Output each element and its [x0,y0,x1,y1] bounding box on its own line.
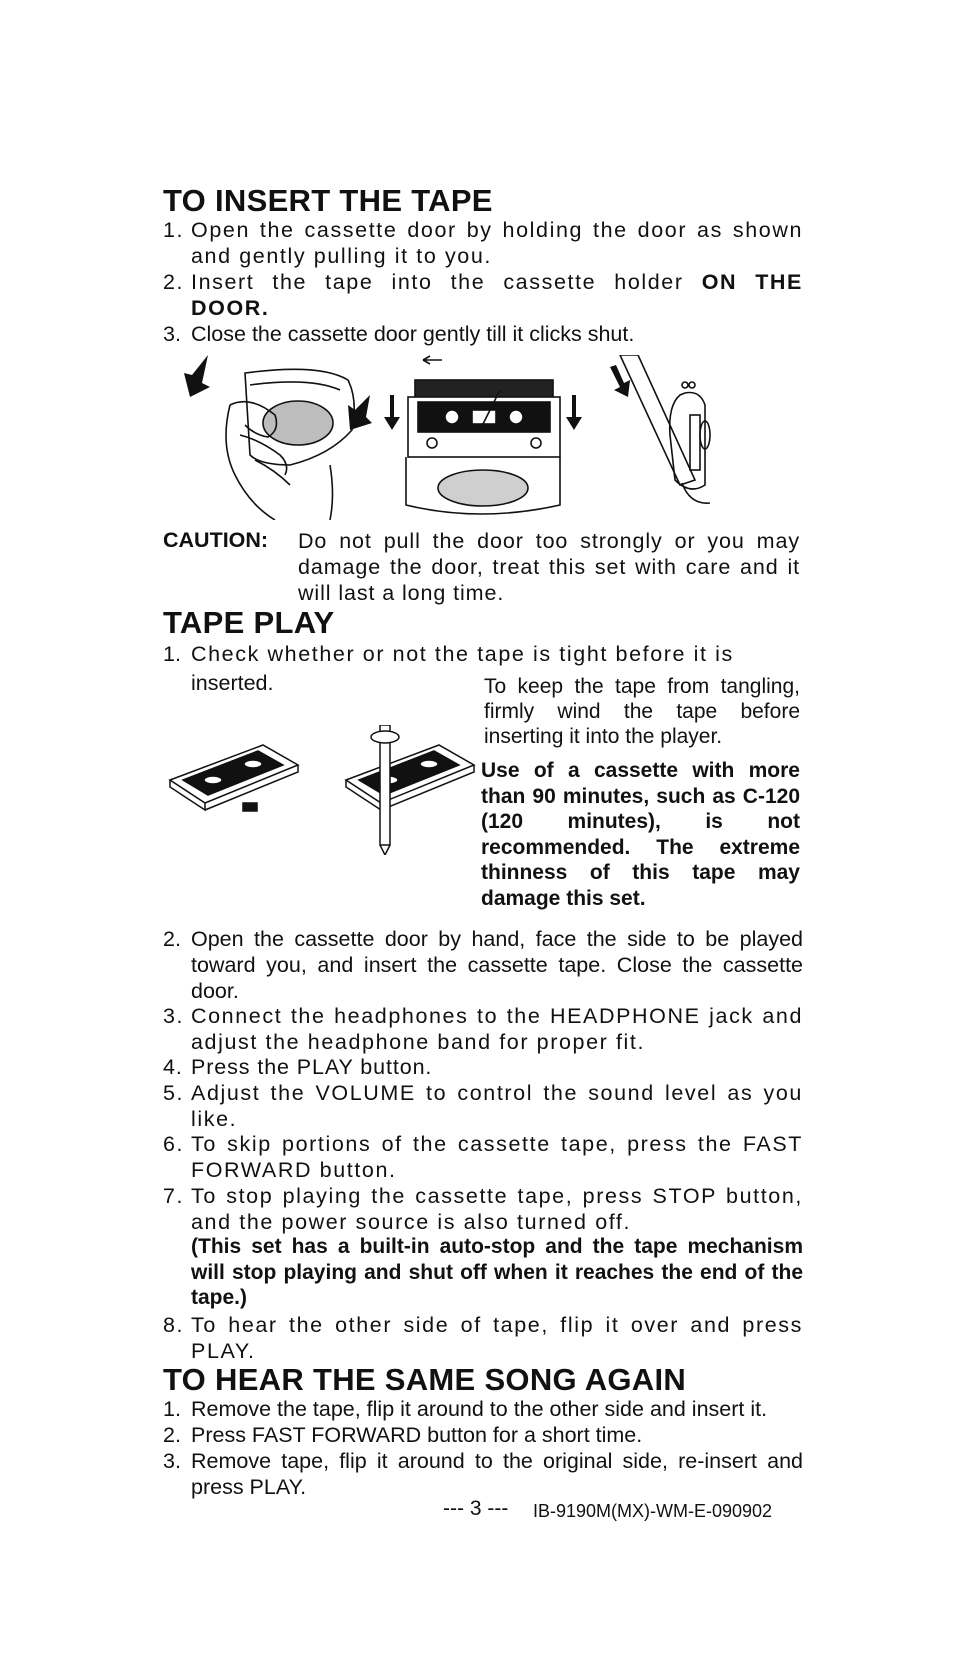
step-text: Insert the tape into the cassette holder [191,270,702,294]
step-number: 4. [163,1055,183,1079]
play-step-6 [163,1131,803,1183]
step-text: Open the cassette door by hand, face the side to be played toward you, and insert the cassette tape. Close the cassette door. [191,927,803,1003]
again-step-1 [163,1396,803,1422]
step-text: Connect the headphones to the HEADPHONE jack and adjust the headphone band for proper fit. [191,1004,803,1054]
step-text: To skip portions of the cassette tape, press the FAST FORWARD button. [191,1132,803,1182]
step-number: 3. [163,1004,185,1028]
play-step-8 [163,1312,803,1364]
step-number: 1. [163,1397,181,1421]
step-number: 2. [163,270,185,294]
step-emphasis: ON THE DOOR. [191,270,803,320]
cassette-winding-illustration [168,725,478,855]
play-step-1-line1: Check whether or not the tape is tight before it is [191,642,734,666]
cassette-player-drawing [406,380,560,514]
closing-door-side-view-drawing [620,355,710,503]
step-number: 7. [163,1184,185,1208]
again-step-3 [163,1448,803,1500]
caution-text: Do not pull the door too strongly or you may damage the door, treat this set with care and it will last a long time. [298,529,800,605]
page-number: --- 3 --- [443,1497,509,1520]
play-step-3 [163,1003,803,1055]
step-text: Press the PLAY button. [191,1055,433,1079]
step-text: Open the cassette door by holding the door as shown and gently pulling it to you. [191,218,803,268]
play-step-7 [163,1183,803,1235]
step-number: 3. [163,1449,181,1473]
insert-step-1 [163,217,803,269]
section-title-hear-again: TO HEAR THE SAME SONG AGAIN [163,1362,687,1397]
cassette-with-pencil-drawing [346,725,474,855]
step-number: 1. [163,218,185,242]
warning-long-cassette: Use of a cassette with more than 90 minutes, such as C-120 (120 minutes), is not recommended. The extreme thinness of this tape may damage this set. [481,759,800,910]
caution-label: CAUTION: [163,528,269,552]
insert-tape-illustration [180,355,780,520]
cassette-drawing [170,745,298,811]
section-title-tape-play: TAPE PLAY [163,605,335,640]
direction-arrow-icon [423,356,442,364]
play-step-2 [163,926,803,1004]
step-text: To stop playing the cassette tape, press STOP button, and the power source is also turned off. [191,1184,803,1234]
step-text: Remove the tape, flip it around to the other side and insert it. [191,1397,768,1421]
step-text: Close the cassette door gently till it clicks shut. [191,322,635,346]
step-number: 6. [163,1132,185,1156]
step-number: 8. [163,1313,185,1337]
insert-step-3 [163,321,803,347]
play-step-1-line2: inserted. [191,671,274,695]
step-number: 2. [163,1423,181,1447]
play-step-1-number: 1. [163,642,181,666]
tip-wind-tape: To keep the tape from tangling, firmly wind the tape before inserting it into the player. [484,675,800,748]
hand-opening-door-drawing [226,369,354,520]
step-text: Remove tape, flip it around to the original side, re-insert and press PLAY. [191,1449,803,1499]
step-text: To hear the other side of tape, flip it over and press PLAY. [191,1313,803,1363]
arrow-icon [184,355,210,397]
step-text: Press FAST FORWARD button for a short time. [191,1423,643,1447]
arrow-icon [348,395,372,430]
again-step-2 [163,1422,803,1448]
play-step-7-note: (This set has a built-in auto-stop and the tape mechanism will stop playing and shut off when it reaches the end of the tape.) [191,1235,803,1309]
step-number: 5. [163,1081,185,1105]
play-step-4 [163,1054,803,1080]
play-step-5 [163,1080,803,1132]
step-number: 2. [163,927,181,951]
step-number: 3. [163,322,181,346]
section-title-insert: TO INSERT THE TAPE [163,183,493,218]
insert-step-2 [163,269,803,321]
arrow-icon [384,395,400,430]
arrow-icon [566,395,582,430]
step-text: Adjust the VOLUME to control the sound level as you like. [191,1081,803,1131]
document-code: IB-9190M(MX)-WM-E-090902 [533,1501,773,1521]
